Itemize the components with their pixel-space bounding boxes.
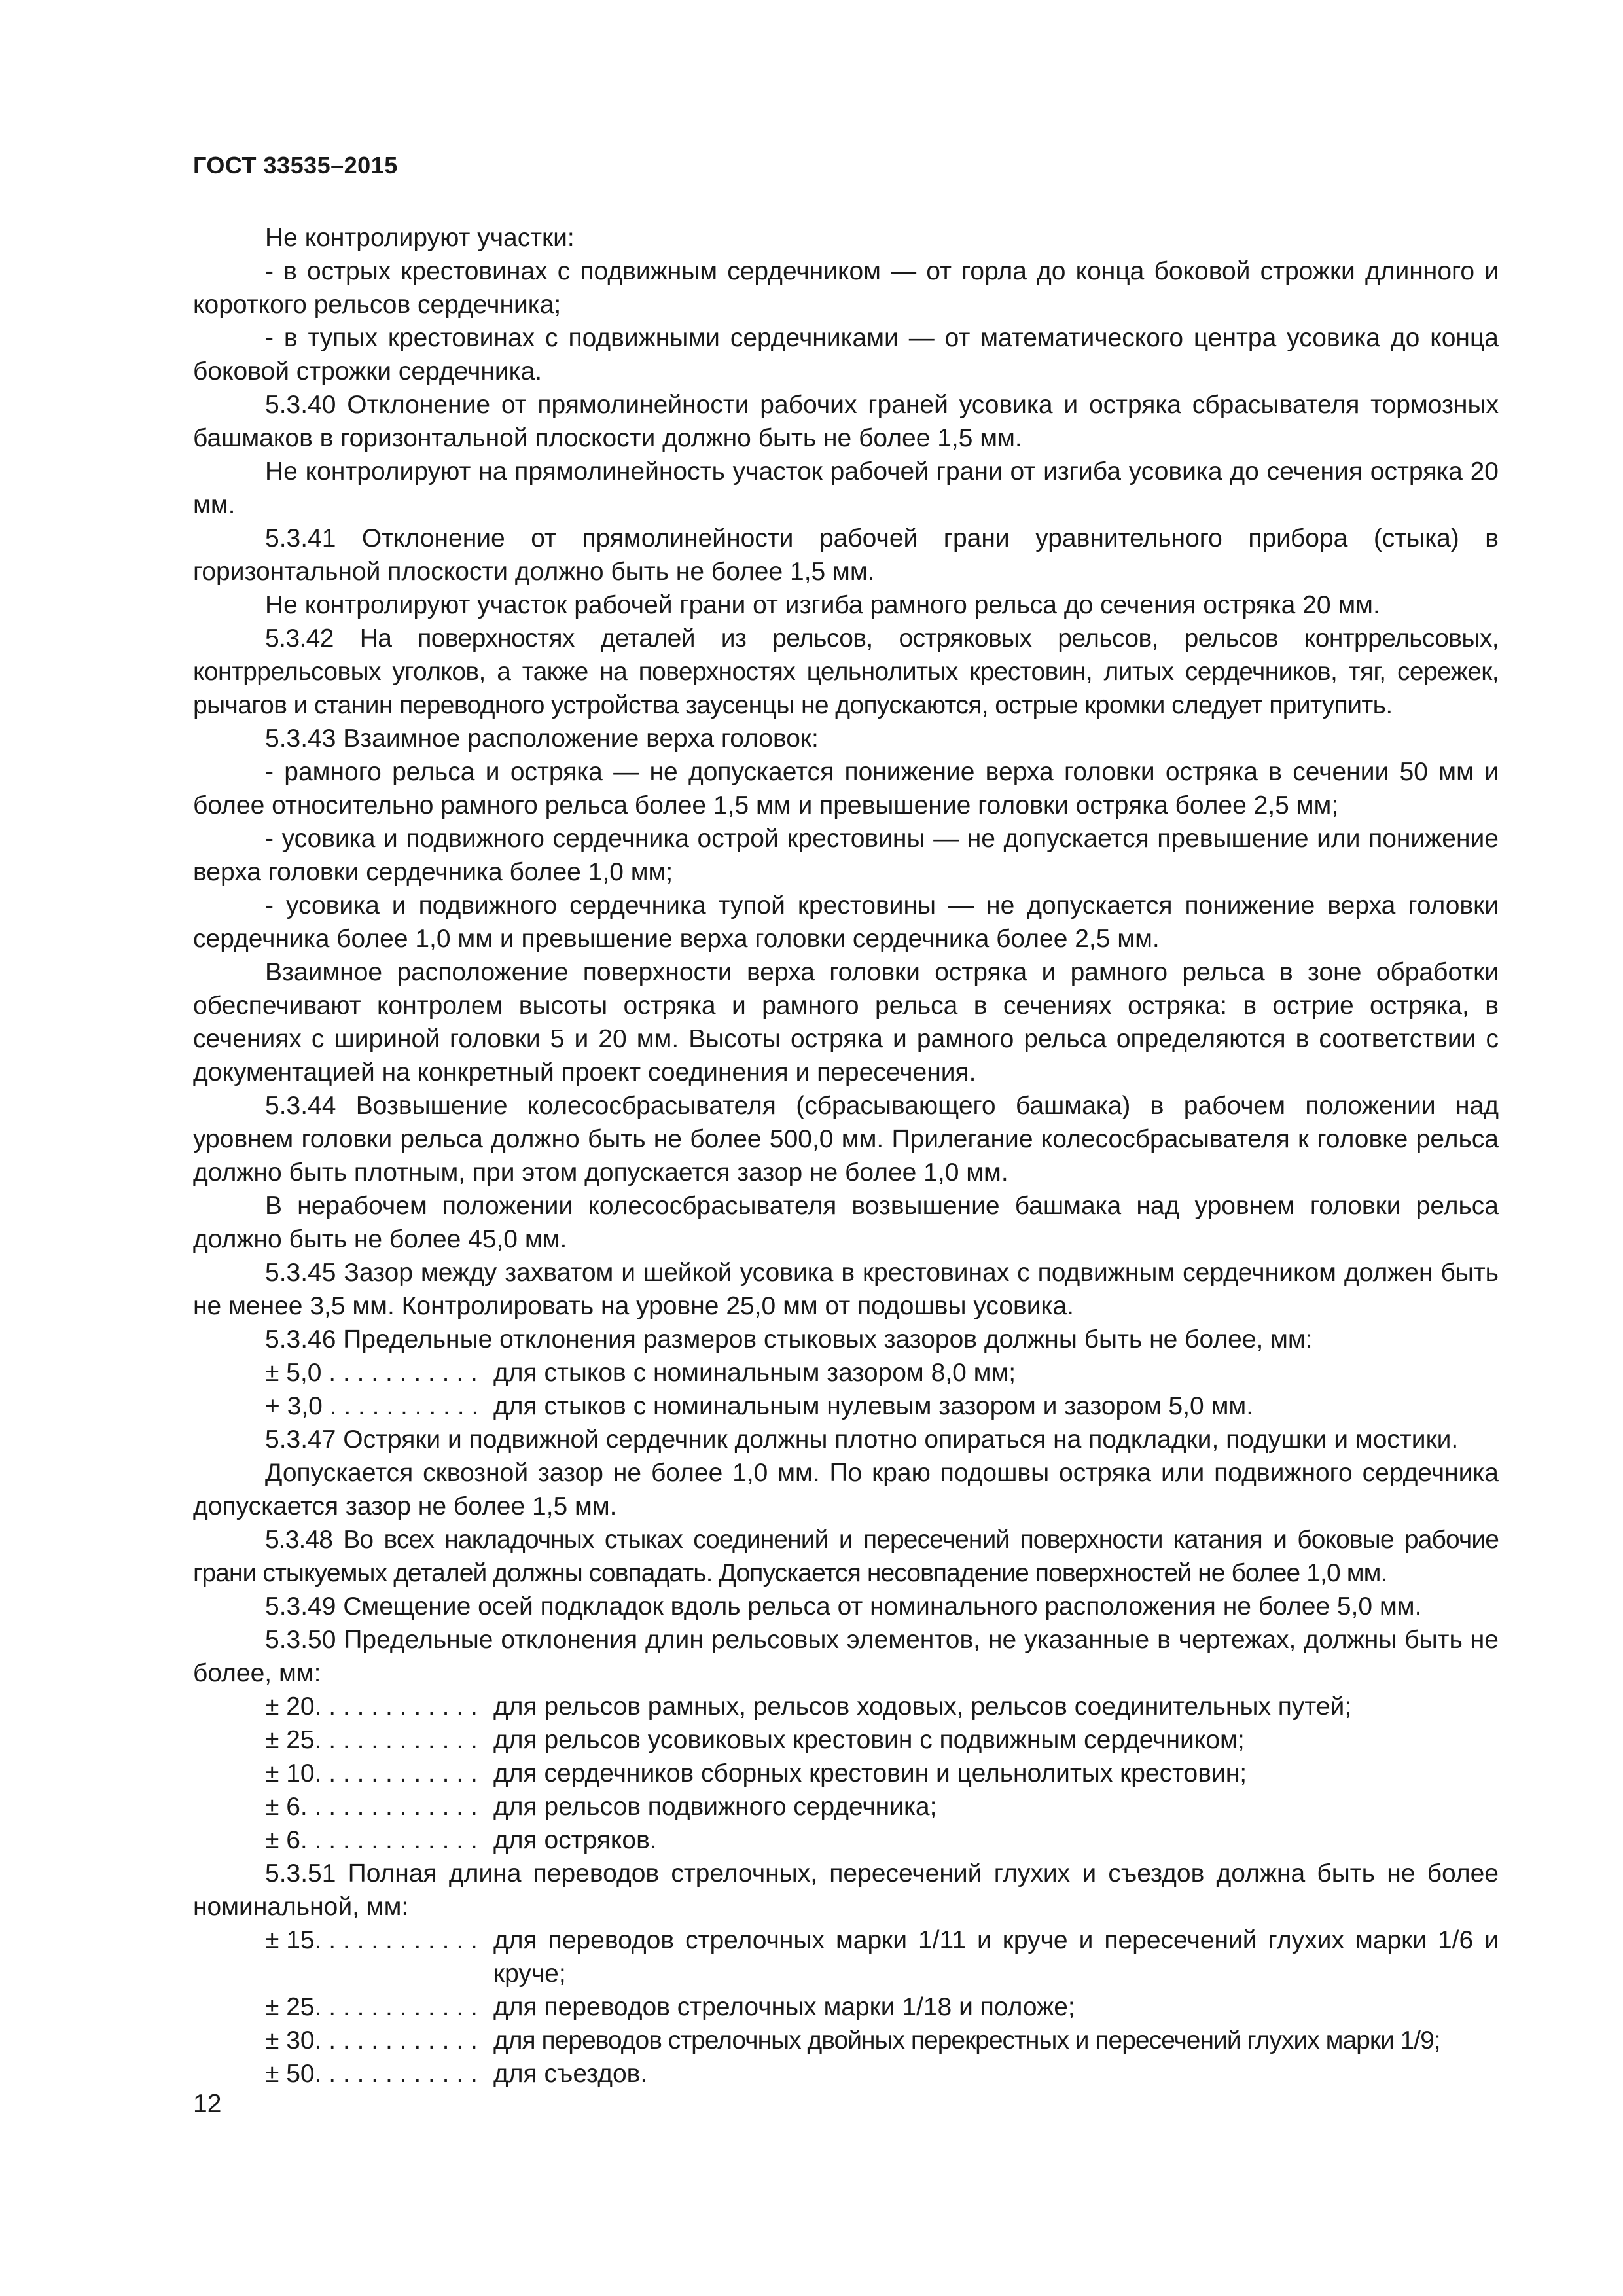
tolerance-row bbox=[193, 1356, 1499, 1390]
tolerance-row bbox=[193, 1924, 1499, 1990]
tolerance-row bbox=[193, 1823, 1499, 1857]
document-body bbox=[193, 221, 1499, 2090]
tolerance-value: ± 50. . . . . . . . . . . . bbox=[265, 2060, 478, 2088]
tolerance-row bbox=[193, 1990, 1499, 2024]
clause-5-3-42: 5.3.42 На поверхностях деталей из рельсов, остряковых рельсов, рельсов контррельсовых, контррельсовых уголков, а также на поверхностях цельнолитых крестовин, литых сердечников, тяг, сережек, рычагов и станин переводного устройства заусенцы не допускаются, острые кромки следует притупить. bbox=[193, 624, 1499, 719]
list-item: - усовика и подвижного сердечника тупой крестовины — не допускается понижение верха головки сердечника более 1,0 мм и превышение верха головки сердечника более 2,5 мм. bbox=[193, 891, 1499, 953]
list-item: - в острых крестовинах с подвижным сердечником — от горла до конца боковой строжки длинного и короткого рельсов сердечника; bbox=[193, 257, 1499, 319]
tolerance-value: ± 30. . . . . . . . . . . . bbox=[265, 2026, 478, 2054]
clause-5-3-43: 5.3.43 Взаимное расположение верха головок: bbox=[265, 725, 819, 753]
paragraph: Допускается сквозной зазор не более 1,0 мм. По краю подошвы остряка или подвижного сердечника допускается зазор не более 1,5 мм. bbox=[193, 1459, 1499, 1520]
paragraph: Не контролируют на прямолинейность участок рабочей грани от изгиба усовика до сечения остряка 20 мм. bbox=[193, 457, 1499, 519]
tolerance-value: ± 6. . . . . . . . . . . . . bbox=[265, 1793, 478, 1821]
tolerance-description: для переводов стрелочных марки 1/18 и положе; bbox=[493, 1993, 1075, 2021]
tolerance-description: для переводов стрелочных двойных перекрестных и пересечений глухих марки 1/9; bbox=[493, 2026, 1440, 2054]
list-item: - усовика и подвижного сердечника острой крестовины — не допускается превышение или понижение верха головки сердечника более 1,0 мм; bbox=[193, 825, 1499, 886]
clause-5-3-40: 5.3.40 Отклонение от прямолинейности рабочих граней усовика и остряка сбрасывателя тормозных башмаков в горизонтальной плоскости должно быть не более 1,5 мм. bbox=[193, 391, 1499, 452]
tolerance-value: ± 25. . . . . . . . . . . . bbox=[265, 1726, 478, 1754]
paragraph: Не контролируют участок рабочей грани от изгиба рамного рельса до сечения остряка 20 мм. bbox=[265, 591, 1380, 619]
paragraph: В нерабочем положении колесосбрасывателя возвышение башмака над уровнем головки рельса должно быть не более 45,0 мм. bbox=[193, 1192, 1499, 1253]
tolerance-description: для съездов. bbox=[493, 2060, 648, 2088]
tolerance-row bbox=[193, 1757, 1499, 1790]
tolerance-description: для сердечников сборных крестовин и цельнолитых крестовин; bbox=[493, 1759, 1247, 1787]
clause-5-3-50: 5.3.50 Предельные отклонения длин рельсовых элементов, не указанные в чертежах, должны быть не более, мм: bbox=[193, 1626, 1499, 1687]
tolerance-row bbox=[193, 1723, 1499, 1757]
paragraph: Взаимное расположение поверхности верха головки остряка и рамного рельса в зоне обработки обеспечивают контролем высоты остряка и рамного рельса в сечениях остряка: в острие остряка, в сечениях с шириной головки 5 и 20 мм. Высоты остряка и рамного рельса определяются в соответствии с документацией на конкретный проект соединения и пересечения. bbox=[193, 958, 1499, 1086]
clause-5-3-44: 5.3.44 Возвышение колесосбрасывателя (сбрасывающего башмака) в рабочем положении над уровнем головки рельса должно быть не более 500,0 мм. Прилегание колесосбрасывателя к головке рельса должно быть плотным, при этом допускается зазор не более 1,0 мм. bbox=[193, 1092, 1499, 1187]
tolerance-value: ± 15. . . . . . . . . . . . bbox=[265, 1926, 478, 1954]
tolerance-description: для остряков. bbox=[493, 1826, 657, 1854]
list-item: - в тупых крестовинах с подвижными сердечниками — от математического центра усовика до конца боковой строжки сердечника. bbox=[193, 324, 1499, 386]
tolerance-description: для переводов стрелочных марки 1/11 и круче и пересечений глухих марки 1/6 и круче; bbox=[493, 1926, 1499, 1988]
tolerance-description: для стыков с номинальным нулевым зазором и зазором 5,0 мм. bbox=[493, 1392, 1254, 1420]
clause-5-3-49: 5.3.49 Смещение осей подкладок вдоль рельса от номинального расположения не более 5,0 мм. bbox=[265, 1592, 1422, 1621]
page-number: 12 bbox=[193, 2090, 222, 2118]
tolerance-value: ± 10. . . . . . . . . . . . bbox=[265, 1759, 478, 1787]
tolerance-value: ± 20. . . . . . . . . . . . bbox=[265, 1693, 478, 1721]
clause-5-3-41: 5.3.41 Отклонение от прямолинейности рабочей грани уравнительного прибора (стыка) в горизонтальной плоскости должно быть не более 1,5 мм. bbox=[193, 524, 1499, 586]
clause-5-3-47: 5.3.47 Остряки и подвижной сердечник должны плотно опираться на подкладки, подушки и мостики. bbox=[265, 1426, 1459, 1454]
tolerance-value: + 3,0 . . . . . . . . . . . bbox=[265, 1392, 479, 1420]
tolerance-row bbox=[193, 2057, 1499, 2090]
document-code-header: ГОСТ 33535–2015 bbox=[193, 152, 398, 179]
tolerance-row bbox=[193, 1390, 1499, 1423]
paragraph: Не контролируют участки: bbox=[265, 224, 575, 252]
clause-5-3-45: 5.3.45 Зазор между захватом и шейкой усовика в крестовинах с подвижным сердечником должен быть не менее 3,5 мм. Контролировать на уровне 25,0 мм от подошвы усовика. bbox=[193, 1259, 1499, 1320]
clause-5-3-51: 5.3.51 Полная длина переводов стрелочных, пересечений глухих и съездов должна быть не более номинальной, мм: bbox=[193, 1859, 1499, 1921]
tolerance-value: ± 6. . . . . . . . . . . . . bbox=[265, 1826, 478, 1854]
tolerance-description: для рельсов усовиковых крестовин с подвижным сердечником; bbox=[493, 1726, 1245, 1754]
tolerance-value: ± 25. . . . . . . . . . . . bbox=[265, 1993, 478, 2021]
tolerance-description: для рельсов рамных, рельсов ходовых, рельсов соединительных путей; bbox=[493, 1693, 1352, 1721]
tolerance-value: ± 5,0 . . . . . . . . . . . bbox=[265, 1359, 478, 1387]
tolerance-row bbox=[193, 1790, 1499, 1823]
clause-5-3-46: 5.3.46 Предельные отклонения размеров стыковых зазоров должны быть не более, мм: bbox=[265, 1325, 1313, 1354]
tolerance-description: для рельсов подвижного сердечника; bbox=[493, 1793, 937, 1821]
list-item: - рамного рельса и остряка — не допускается понижение верха головки остряка в сечении 50 мм и более относительно рамного рельса более 1,5 мм и превышение головки остряка более 2,5 мм; bbox=[193, 758, 1499, 819]
tolerance-row bbox=[193, 2024, 1499, 2057]
tolerance-description: для стыков с номинальным зазором 8,0 мм; bbox=[493, 1359, 1016, 1387]
tolerance-row bbox=[193, 1690, 1499, 1723]
clause-5-3-48: 5.3.48 Во всех накладочных стыках соединений и пересечений поверхности катания и боковые рабочие грани стыкуемых деталей должны совпадать. Допускается несовпадение поверхностей не более 1,0 мм. bbox=[193, 1526, 1499, 1587]
